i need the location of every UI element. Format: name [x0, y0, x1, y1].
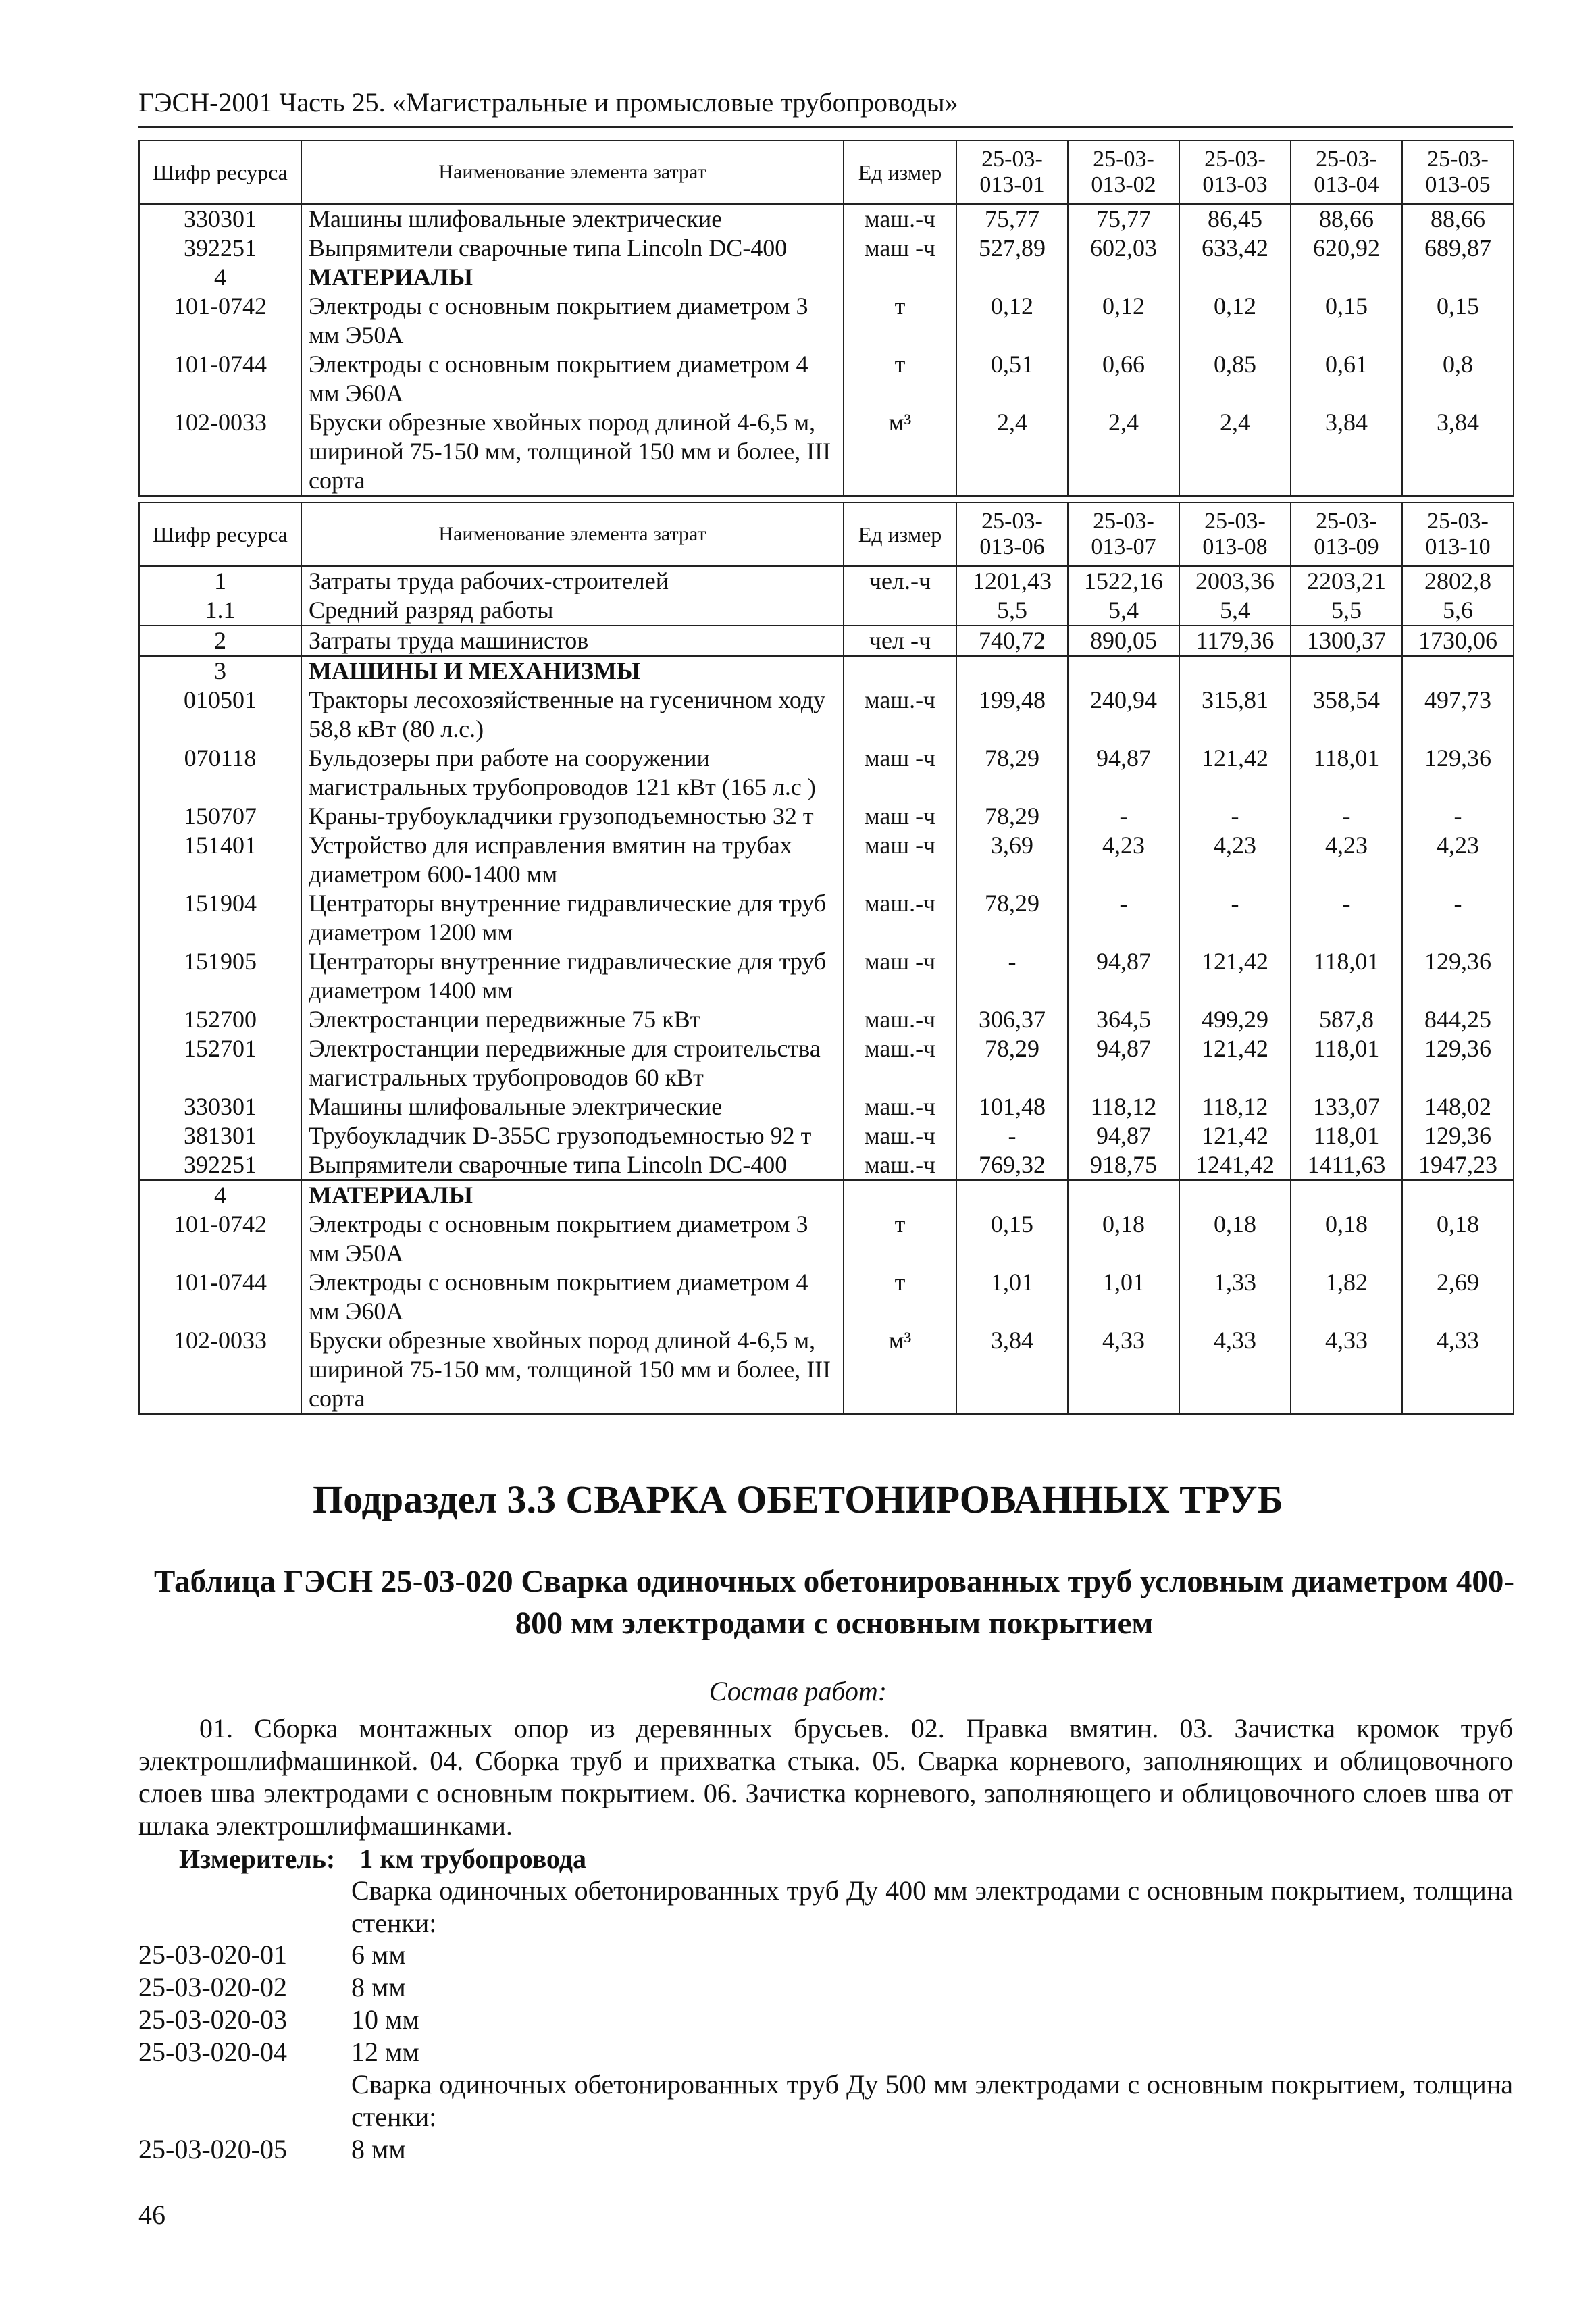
- unit-cell: [844, 596, 956, 626]
- meter-value: 1 км трубопровода: [359, 1844, 587, 1874]
- variant-row: [138, 2133, 406, 2166]
- value-cell: 94,87: [1068, 947, 1179, 1005]
- header-column: 25-03-013-10: [1402, 503, 1514, 566]
- value-cell: 118,12: [1068, 1092, 1179, 1121]
- value-cell: 4,23: [1402, 831, 1514, 889]
- resource-name: Трубоукладчик D-355C грузоподъемностью 92 т: [301, 1121, 844, 1150]
- table-row: [139, 1005, 1514, 1034]
- header-unit: Ед измер: [844, 141, 956, 204]
- table-row: [139, 1121, 1514, 1150]
- value-cell: 620,92: [1291, 234, 1402, 263]
- resource-name: Краны-трубоукладчики грузоподъемностью 32 т: [301, 802, 844, 831]
- unit-cell: маш.-ч: [844, 889, 956, 947]
- resource-name: Машины шлифовальные электрические: [301, 204, 844, 234]
- unit-cell: [844, 656, 956, 686]
- value-cell: 1241,42: [1179, 1150, 1291, 1180]
- table-row: [139, 350, 1514, 408]
- value-cell: 0,15: [1291, 292, 1402, 350]
- resource-name: Бруски обрезные хвойных пород длиной 4-6,5 м, шириной 75-150 мм, толщиной 150 мм и более, III сорта: [301, 408, 844, 496]
- value-cell: 4,23: [1179, 831, 1291, 889]
- value-cell: 3,84: [956, 1326, 1068, 1414]
- table-row: [139, 596, 1514, 626]
- value-cell: 0,18: [1179, 1210, 1291, 1268]
- value-cell: 0,51: [956, 350, 1068, 408]
- value-cell: 129,36: [1402, 1034, 1514, 1092]
- unit-cell: маш -ч: [844, 744, 956, 802]
- header-column: 25-03-013-03: [1179, 141, 1291, 204]
- resource-name: Электростанции передвижные для строительства магистральных трубопроводов 60 кВт: [301, 1034, 844, 1092]
- header-rule: [138, 126, 1513, 128]
- subsection-title: Подраздел 3.3 СВАРКА ОБЕТОНИРОВАННЫХ ТРУБ: [313, 1477, 1283, 1521]
- value-cell: 118,01: [1291, 1034, 1402, 1092]
- resource-code: 4: [139, 1180, 301, 1210]
- works-title: Состав работ:: [709, 1676, 887, 1706]
- value-cell: [1402, 263, 1514, 292]
- variant-code: 25-03-020-05: [138, 2134, 287, 2164]
- value-cell: 364,5: [1068, 1005, 1179, 1034]
- value-cell: 1730,06: [1402, 626, 1514, 656]
- value-cell: 88,66: [1402, 204, 1514, 234]
- resource-name: Тракторы лесохозяйственные на гусеничном ходу 58,8 кВт (80 л.с.): [301, 686, 844, 744]
- running-header: ГЭСН-2001 Часть 25. «Магистральные и промысловые трубопроводы»: [138, 87, 958, 118]
- variant-row: [138, 1971, 406, 2004]
- variant-description-400: Сварка одиночных обетонированных труб Ду 400 мм электродами с основным покрытием, толщина стенки:: [351, 1875, 1513, 1938]
- value-cell: 602,03: [1068, 234, 1179, 263]
- value-cell: [956, 656, 1068, 686]
- value-cell: [1068, 656, 1179, 686]
- value-cell: 1,33: [1179, 1268, 1291, 1326]
- unit-cell: маш.-ч: [844, 1150, 956, 1180]
- variant-value: 10 мм: [351, 2004, 419, 2035]
- value-cell: [1179, 263, 1291, 292]
- value-cell: 88,66: [1291, 204, 1402, 234]
- table-row: [139, 1092, 1514, 1121]
- unit-cell: т: [844, 350, 956, 408]
- value-cell: 769,32: [956, 1150, 1068, 1180]
- value-cell: 890,05: [1068, 626, 1179, 656]
- value-cell: 0,66: [1068, 350, 1179, 408]
- value-cell: 0,61: [1291, 350, 1402, 408]
- resource-code: 010501: [139, 686, 301, 744]
- value-cell: 3,69: [956, 831, 1068, 889]
- value-cell: -: [1402, 802, 1514, 831]
- resource-code: 102-0033: [139, 408, 301, 496]
- unit-cell: маш.-ч: [844, 1092, 956, 1121]
- value-cell: 121,42: [1179, 1121, 1291, 1150]
- works-text: 01. Сборка монтажных опор из деревянных брусьев. 02. Правка вмятин. 03. Зачистка кромок труб электрошлифмашинкой. 04. Сборка труб и прихватка стыка. 05. Сварка корневого, заполняющих и облицовочного слоев шва электродами с основным покрытием. 06. Зачистка корневого, заполняющего и облицовочного слоев шва от шлака электрошлифмашинками.: [138, 1713, 1513, 1841]
- value-cell: [1291, 263, 1402, 292]
- variant-description-500: Сварка одиночных обетонированных труб Ду 500 мм электродами с основным покрытием, толщина стенки:: [351, 2069, 1513, 2132]
- value-cell: -: [956, 947, 1068, 1005]
- variant-row: [138, 2036, 419, 2068]
- table-row: [139, 889, 1514, 947]
- table-row: [139, 234, 1514, 263]
- table-row: [139, 292, 1514, 350]
- value-cell: 78,29: [956, 1034, 1068, 1092]
- table-row: [139, 204, 1514, 234]
- table-row: [139, 566, 1514, 596]
- header-column: 25-03-013-07: [1068, 503, 1179, 566]
- resource-table-1: [138, 140, 1514, 497]
- value-cell: 1522,16: [1068, 566, 1179, 596]
- header-unit: Ед измер: [844, 503, 956, 566]
- unit-cell: маш -ч: [844, 831, 956, 889]
- table-row: [139, 947, 1514, 1005]
- value-cell: 4,23: [1068, 831, 1179, 889]
- value-cell: 0,12: [1179, 292, 1291, 350]
- value-cell: -: [1179, 802, 1291, 831]
- value-cell: 94,87: [1068, 1121, 1179, 1150]
- header-column: 25-03-013-04: [1291, 141, 1402, 204]
- unit-cell: м³: [844, 408, 956, 496]
- unit-cell: т: [844, 1210, 956, 1268]
- unit-cell: [844, 263, 956, 292]
- value-cell: 1179,36: [1179, 626, 1291, 656]
- value-cell: 1,01: [1068, 1268, 1179, 1326]
- resource-code: 150707: [139, 802, 301, 831]
- resource-name: Электроды с основным покрытием диаметром 4 мм Э60А: [301, 350, 844, 408]
- value-cell: 918,75: [1068, 1150, 1179, 1180]
- value-cell: 1947,23: [1402, 1150, 1514, 1180]
- unit-cell: т: [844, 1268, 956, 1326]
- meter-label: Измеритель:: [179, 1844, 336, 1874]
- resource-code: 101-0742: [139, 1210, 301, 1268]
- value-cell: 0,15: [956, 1210, 1068, 1268]
- value-cell: 358,54: [1291, 686, 1402, 744]
- value-cell: [1068, 1180, 1179, 1210]
- value-cell: -: [956, 1121, 1068, 1150]
- resource-name: Выпрямители сварочные типа Lincoln DC-400: [301, 234, 844, 263]
- resource-name: Затраты труда машинистов: [301, 626, 844, 656]
- value-cell: 78,29: [956, 889, 1068, 947]
- value-cell: 5,6: [1402, 596, 1514, 626]
- resource-code: 2: [139, 626, 301, 656]
- unit-cell: маш -ч: [844, 802, 956, 831]
- value-cell: [956, 1180, 1068, 1210]
- resource-code: 152701: [139, 1034, 301, 1092]
- value-cell: 2,69: [1402, 1268, 1514, 1326]
- value-cell: 133,07: [1291, 1092, 1402, 1121]
- value-cell: 94,87: [1068, 1034, 1179, 1092]
- resource-name: Электроды с основным покрытием диаметром 4 мм Э60А: [301, 1268, 844, 1326]
- value-cell: [1291, 1180, 1402, 1210]
- header-column: 25-03-013-08: [1179, 503, 1291, 566]
- value-cell: [1402, 1180, 1514, 1210]
- value-cell: -: [1179, 889, 1291, 947]
- value-cell: 121,42: [1179, 1034, 1291, 1092]
- unit-cell: маш -ч: [844, 234, 956, 263]
- resource-code: 101-0744: [139, 1268, 301, 1326]
- value-cell: -: [1291, 889, 1402, 947]
- value-cell: 0,18: [1402, 1210, 1514, 1268]
- value-cell: 78,29: [956, 802, 1068, 831]
- value-cell: 86,45: [1179, 204, 1291, 234]
- resource-code: 1: [139, 566, 301, 596]
- unit-cell: маш.-ч: [844, 1005, 956, 1034]
- unit-cell: маш -ч: [844, 947, 956, 1005]
- unit-cell: маш.-ч: [844, 1121, 956, 1150]
- resource-code: 151401: [139, 831, 301, 889]
- header-column: 25-03-013-01: [956, 141, 1068, 204]
- value-cell: [1291, 656, 1402, 686]
- value-cell: 4,33: [1179, 1326, 1291, 1414]
- section-row: [139, 1180, 1514, 1210]
- value-cell: 5,5: [956, 596, 1068, 626]
- value-cell: [1068, 263, 1179, 292]
- value-cell: 129,36: [1402, 947, 1514, 1005]
- section-row: [139, 656, 1514, 686]
- resource-name: Электроды с основным покрытием диаметром 3 мм Э50А: [301, 1210, 844, 1268]
- value-cell: 306,37: [956, 1005, 1068, 1034]
- resource-name: Электроды с основным покрытием диаметром 3 мм Э50А: [301, 292, 844, 350]
- value-cell: 633,42: [1179, 234, 1291, 263]
- resource-code: 392251: [139, 1150, 301, 1180]
- resource-name: Бульдозеры при работе на сооружении магистральных трубопроводов 121 кВт (165 л.с ): [301, 744, 844, 802]
- value-cell: 4,33: [1402, 1326, 1514, 1414]
- resource-name: Электростанции передвижные 75 кВт: [301, 1005, 844, 1034]
- table-row: [139, 686, 1514, 744]
- resource-name: Бруски обрезные хвойных пород длиной 4-6,5 м, шириной 75-150 мм, толщиной 150 мм и более, III сорта: [301, 1326, 844, 1414]
- value-cell: 844,25: [1402, 1005, 1514, 1034]
- value-cell: 94,87: [1068, 744, 1179, 802]
- value-cell: 0,12: [1068, 292, 1179, 350]
- value-cell: 1411,63: [1291, 1150, 1402, 1180]
- table-row: [139, 1210, 1514, 1268]
- value-cell: 0,8: [1402, 350, 1514, 408]
- header-name: Наименование элемента затрат: [301, 503, 844, 566]
- value-cell: 499,29: [1179, 1005, 1291, 1034]
- table-row: [139, 1034, 1514, 1092]
- header-column: 25-03-013-02: [1068, 141, 1179, 204]
- table-row: [139, 408, 1514, 496]
- value-cell: [956, 263, 1068, 292]
- resource-code: 392251: [139, 234, 301, 263]
- value-cell: 75,77: [956, 204, 1068, 234]
- value-cell: 101,48: [956, 1092, 1068, 1121]
- value-cell: 689,87: [1402, 234, 1514, 263]
- value-cell: 78,29: [956, 744, 1068, 802]
- variant-code: 25-03-020-01: [138, 1939, 287, 1970]
- table-row: [139, 831, 1514, 889]
- value-cell: 1,01: [956, 1268, 1068, 1326]
- resource-code: 151905: [139, 947, 301, 1005]
- value-cell: 527,89: [956, 234, 1068, 263]
- value-cell: 0,18: [1068, 1210, 1179, 1268]
- resource-code: 3: [139, 656, 301, 686]
- header-column: 25-03-013-09: [1291, 503, 1402, 566]
- variant-code: 25-03-020-03: [138, 2004, 287, 2035]
- value-cell: 4,33: [1291, 1326, 1402, 1414]
- resource-code: 330301: [139, 204, 301, 234]
- value-cell: 240,94: [1068, 686, 1179, 744]
- table-header-row: [139, 503, 1514, 566]
- header-column: 25-03-013-05: [1402, 141, 1514, 204]
- resource-name: Средний разряд работы: [301, 596, 844, 626]
- value-cell: 2003,36: [1179, 566, 1291, 596]
- value-cell: 2,4: [1179, 408, 1291, 496]
- variant-value: 8 мм: [351, 1972, 406, 2002]
- value-cell: 129,36: [1402, 1121, 1514, 1150]
- table-row: [139, 744, 1514, 802]
- variant-value: 8 мм: [351, 2134, 406, 2164]
- resource-code: 1.1: [139, 596, 301, 626]
- value-cell: 0,12: [956, 292, 1068, 350]
- value-cell: 4,23: [1291, 831, 1402, 889]
- value-cell: 118,01: [1291, 744, 1402, 802]
- value-cell: 199,48: [956, 686, 1068, 744]
- value-cell: 315,81: [1179, 686, 1291, 744]
- table-row: [139, 1268, 1514, 1326]
- unit-cell: м³: [844, 1326, 956, 1414]
- table-row: [139, 802, 1514, 831]
- value-cell: 2802,8: [1402, 566, 1514, 596]
- section-row: [139, 263, 1514, 292]
- unit-cell: маш.-ч: [844, 204, 956, 234]
- variant-value: 12 мм: [351, 2037, 419, 2067]
- resource-name: Машины шлифовальные электрические: [301, 1092, 844, 1121]
- value-cell: 5,5: [1291, 596, 1402, 626]
- value-cell: 3,84: [1402, 408, 1514, 496]
- variant-code: 25-03-020-04: [138, 2037, 287, 2067]
- value-cell: 75,77: [1068, 204, 1179, 234]
- variant-row: [138, 2004, 419, 2036]
- value-cell: 740,72: [956, 626, 1068, 656]
- value-cell: 0,15: [1402, 292, 1514, 350]
- resource-code: 152700: [139, 1005, 301, 1034]
- value-cell: 1201,43: [956, 566, 1068, 596]
- value-cell: 1,82: [1291, 1268, 1402, 1326]
- variant-row: [138, 1939, 406, 1971]
- section-name: МАТЕРИАЛЫ: [301, 1180, 844, 1210]
- unit-cell: чел -ч: [844, 626, 956, 656]
- value-cell: 587,8: [1291, 1005, 1402, 1034]
- value-cell: 148,02: [1402, 1092, 1514, 1121]
- section-name: МАШИНЫ И МЕХАНИЗМЫ: [301, 656, 844, 686]
- table-title: Таблица ГЭСН 25-03-020 Сварка одиночных обетонированных труб условным диаметром 400-800 мм электродами с основным покрытием: [153, 1564, 1515, 1641]
- value-cell: 118,01: [1291, 1121, 1402, 1150]
- header-column: 25-03-013-06: [956, 503, 1068, 566]
- unit-cell: маш.-ч: [844, 1034, 956, 1092]
- value-cell: 497,73: [1402, 686, 1514, 744]
- value-cell: [1402, 656, 1514, 686]
- resource-code: 101-0742: [139, 292, 301, 350]
- value-cell: 129,36: [1402, 744, 1514, 802]
- meter-line: [179, 1843, 586, 1875]
- value-cell: -: [1068, 802, 1179, 831]
- header-code: Шифр ресурса: [139, 141, 301, 204]
- value-cell: -: [1402, 889, 1514, 947]
- resource-name: Центраторы внутренние гидравлические для труб диаметром 1200 мм: [301, 889, 844, 947]
- value-cell: 118,01: [1291, 947, 1402, 1005]
- value-cell: 0,85: [1179, 350, 1291, 408]
- resource-name: Устройство для исправления вмятин на трубах диаметром 600-1400 мм: [301, 831, 844, 889]
- resource-code: 070118: [139, 744, 301, 802]
- value-cell: 118,12: [1179, 1092, 1291, 1121]
- value-cell: 2,4: [956, 408, 1068, 496]
- value-cell: 2,4: [1068, 408, 1179, 496]
- header-name: Наименование элемента затрат: [301, 141, 844, 204]
- unit-cell: т: [844, 292, 956, 350]
- resource-code: 381301: [139, 1121, 301, 1150]
- resource-code: 101-0744: [139, 350, 301, 408]
- value-cell: 2203,21: [1291, 566, 1402, 596]
- value-cell: 5,4: [1068, 596, 1179, 626]
- value-cell: [1179, 1180, 1291, 1210]
- page-number: 46: [138, 2200, 165, 2230]
- value-cell: -: [1068, 889, 1179, 947]
- resource-code: 330301: [139, 1092, 301, 1121]
- variant-value: 6 мм: [351, 1939, 406, 1970]
- value-cell: 1300,37: [1291, 626, 1402, 656]
- unit-cell: чел.-ч: [844, 566, 956, 596]
- table-row: [139, 1326, 1514, 1414]
- header-code: Шифр ресурса: [139, 503, 301, 566]
- resource-name: Выпрямители сварочные типа Lincoln DC-400: [301, 1150, 844, 1180]
- value-cell: 0,18: [1291, 1210, 1402, 1268]
- value-cell: 4,33: [1068, 1326, 1179, 1414]
- unit-cell: маш.-ч: [844, 686, 956, 744]
- value-cell: 121,42: [1179, 744, 1291, 802]
- unit-cell: [844, 1180, 956, 1210]
- value-cell: [1179, 656, 1291, 686]
- resource-table-2: [138, 502, 1514, 1415]
- table-row: [139, 626, 1514, 656]
- value-cell: -: [1291, 802, 1402, 831]
- value-cell: 3,84: [1291, 408, 1402, 496]
- value-cell: 5,4: [1179, 596, 1291, 626]
- resource-name: Центраторы внутренние гидравлические для труб диаметром 1400 мм: [301, 947, 844, 1005]
- resource-code: 102-0033: [139, 1326, 301, 1414]
- table-row: [139, 1150, 1514, 1180]
- resource-name: Затраты труда рабочих-строителей: [301, 566, 844, 596]
- resource-code: 151904: [139, 889, 301, 947]
- section-name: МАТЕРИАЛЫ: [301, 263, 844, 292]
- variant-code: 25-03-020-02: [138, 1972, 287, 2002]
- value-cell: 121,42: [1179, 947, 1291, 1005]
- table-header-row: [139, 141, 1514, 204]
- resource-code: 4: [139, 263, 301, 292]
